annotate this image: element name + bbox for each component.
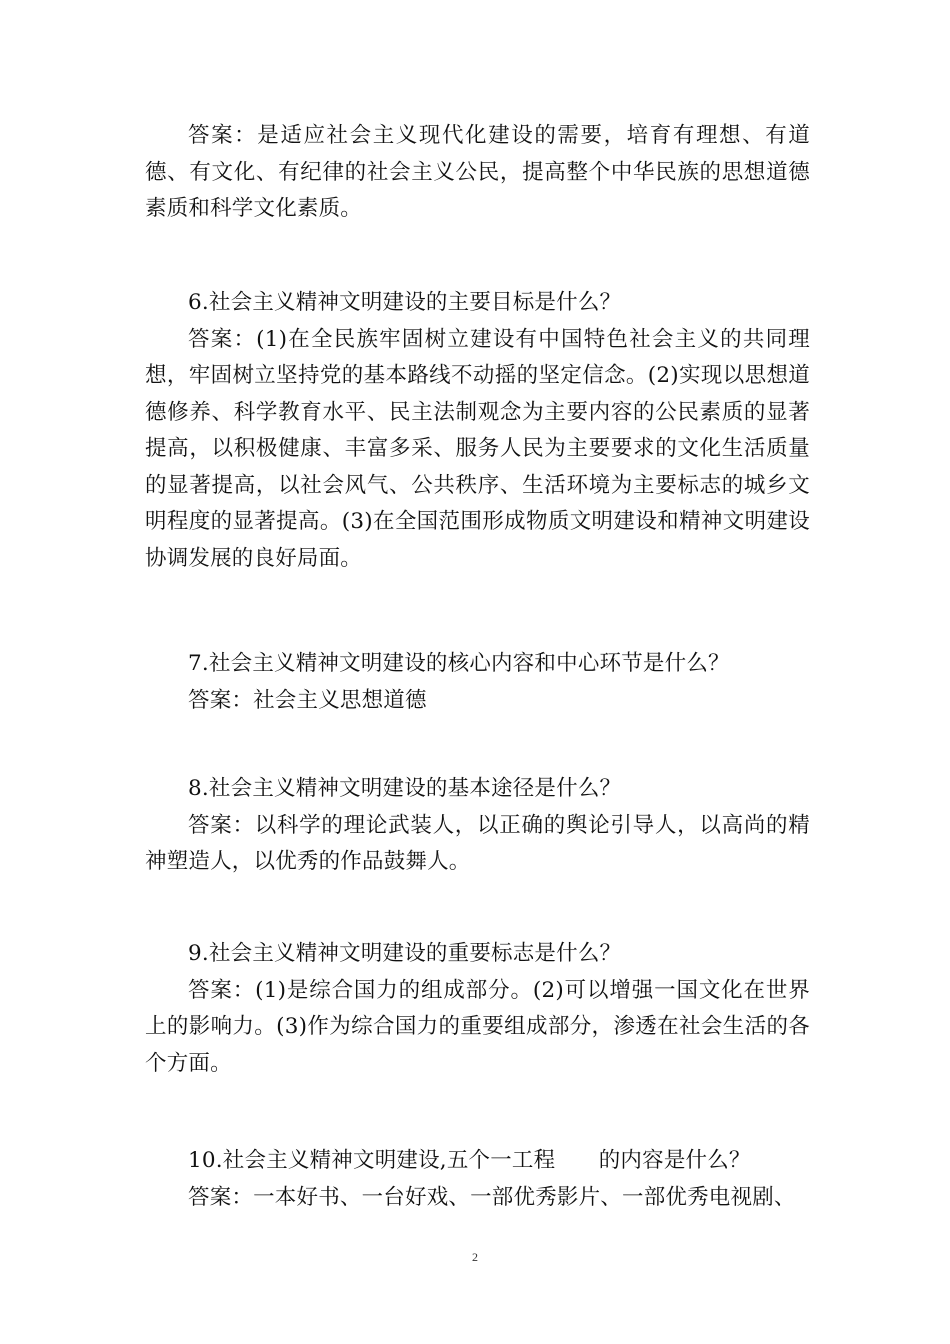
- question-6-block: [145, 285, 810, 577]
- answer-10: 答案：一本好书、一台好戏、一部优秀影片、一部优秀电视剧、: [188, 1184, 796, 1210]
- answer-8: 答案：以科学的理论武装人，以正确的舆论引导人，以高尚的精神塑造人，以优秀的作品鼓舞人。: [145, 812, 810, 874]
- page-number: 2: [472, 1250, 478, 1264]
- question-10: 10.社会主义精神文明建设,五个一工程 的内容是什么？: [188, 1148, 751, 1173]
- answer-6: 答案：(1)在全民族牢固树立建设有中国特色社会主义的共同理想，牢固树立坚持党的基本路线不动摇的坚定信念。(2)实现以思想道德修养、科学教育水平、民主法制观念为主要内容的公民素质的显著提高，以积极健康、丰富多采、服务人民为主要要求的文化生活质量的显著提高，以社会风气、公共秩序、生活环境为主要标志的城乡文明程度的显著提高。(3)在全国范围形成物质文明建设和精神文明建设协调发展的良好局面。: [145, 326, 810, 571]
- answer-9: 答案：(1)是综合国力的组成部分。(2)可以增强一国文化在世界上的影响力。(3)作为综合国力的重要组成部分，渗透在社会生活的各个方面。: [145, 977, 810, 1076]
- question-9-block: [145, 936, 810, 1082]
- question-6: 6.社会主义精神文明建设的主要目标是什么？: [188, 290, 622, 315]
- question-9: 9.社会主义精神文明建设的重要标志是什么？: [188, 941, 622, 966]
- question-10-block: [145, 1143, 810, 1216]
- question-7: 7.社会主义精神文明建设的核心内容和中心环节是什么？: [188, 651, 730, 676]
- intro-answer-block: [145, 118, 810, 228]
- question-8-block: [145, 771, 810, 881]
- question-8: 8.社会主义精神文明建设的基本途径是什么？: [188, 776, 622, 801]
- intro-answer: 答案：是适应社会主义现代化建设的需要，培育有理想、有道德、有文化、有纪律的社会主义公民，提高整个中华民族的思想道德素质和科学文化素质。: [145, 123, 810, 221]
- answer-7: 答案：社会主义思想道德: [188, 687, 427, 713]
- question-7-block: [145, 646, 810, 719]
